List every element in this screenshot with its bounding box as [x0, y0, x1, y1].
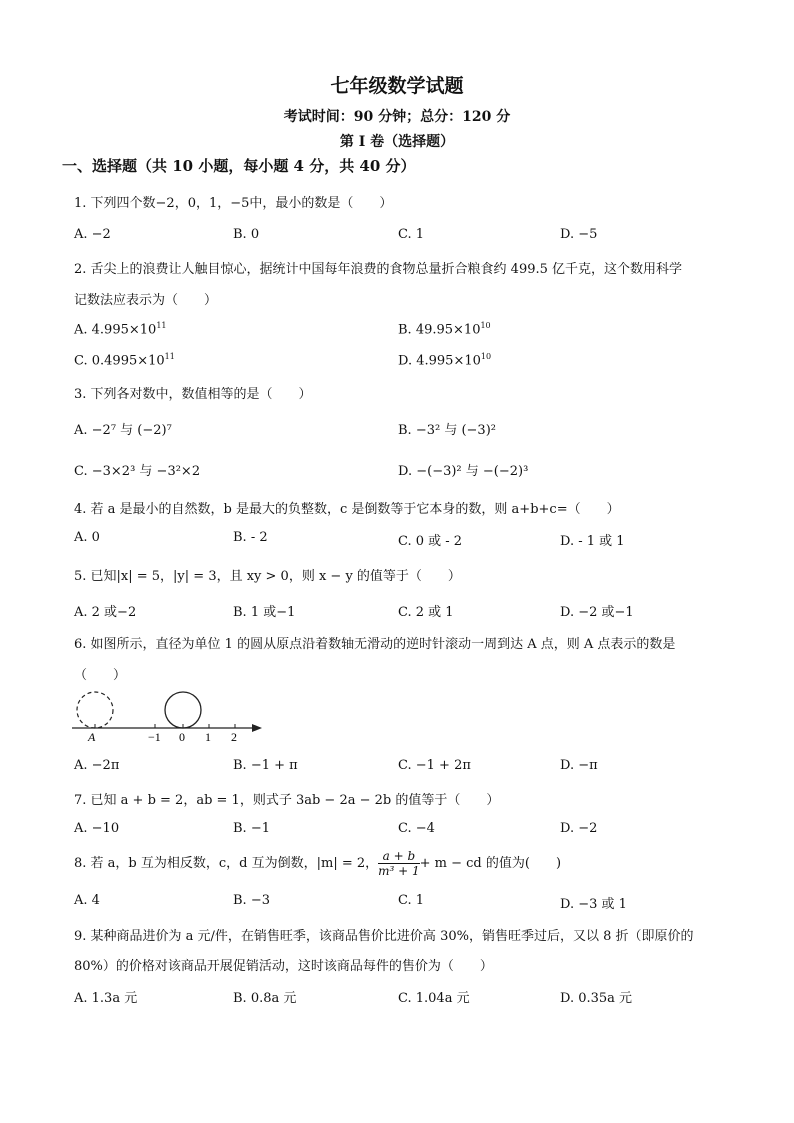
page-title: 七年级数学试题: [330, 75, 464, 97]
solid-circle-at-origin: [165, 692, 201, 728]
question-3-option-b: B. −3² 与 (−3)²: [398, 423, 496, 438]
question-8-option-b: B. −3: [233, 893, 270, 908]
question-7-stem: 7. 已知 a + b = 2，ab = 1，则式子 3ab − 2a − 2b 的值等于（ ）: [74, 793, 500, 808]
question-9-option-b: B. 0.8a 元: [233, 991, 297, 1006]
fraction-denominator: m³ + 1: [378, 864, 420, 878]
question-3-option-c: C. −3×2³ 与 −3²×2: [74, 464, 201, 479]
number-line-figure: [68, 686, 268, 746]
question-1-option-a: A. −2: [74, 227, 111, 242]
point-a-label: A: [88, 730, 96, 744]
question-6-option-c: C. −1 + 2π: [398, 758, 471, 773]
question-1-option-d: D. −5: [560, 227, 598, 242]
question-7-option-c: C. −4: [398, 821, 435, 836]
question-4-option-a: A. 0: [74, 530, 100, 545]
question-9-option-c: C. 1.04a 元: [398, 991, 470, 1006]
question-1-stem: 1. 下列四个数−2，0，1，−5中，最小的数是（ ）: [74, 196, 393, 211]
question-4-stem: 4. 若 a 是最小的自然数，b 是最大的负整数，c 是倒数等于它本身的数，则 a+b+c=（ ）: [74, 502, 620, 517]
question-1-option-b: B. 0: [233, 227, 260, 242]
question-5-option-a: A. 2 或−2: [74, 605, 137, 620]
tick-label-0: 0: [179, 730, 185, 744]
question-8-option-c: C. 1: [398, 893, 425, 908]
question-8-stem: [74, 849, 561, 878]
question-9-option-a: A. 1.3a 元: [74, 991, 138, 1006]
tick-label-minus-1: −1: [148, 730, 161, 744]
question-1-option-c: C. 1: [398, 227, 425, 242]
section-heading: 一、选择题（共 10 小题，每小题 4 分，共 40 分）: [62, 157, 416, 175]
question-6-option-d: D. −π: [560, 758, 598, 773]
question-8-option-a: A. 4: [74, 893, 100, 908]
question-2-option-b: B. $49.95\times 10^{10}$: [398, 321, 491, 338]
tick-label-1: 1: [205, 730, 211, 744]
question-6-stem-line2: （ ）: [74, 668, 127, 683]
question-9-stem-line1: 9. 某种商品进价为 a 元/件，在销售旺季，该商品售价比进价高 30%，销售旺季过后，又以 8 折（即原价的: [74, 929, 694, 944]
question-4-option-d: D. - 1 或 1: [560, 534, 625, 549]
question-7-option-a: A. −10: [74, 821, 120, 836]
tick-label-2: 2: [231, 730, 237, 744]
question-8-option-d: D. −3 或 1: [560, 897, 627, 912]
exam-info: 考试时间：90 分钟；总分：120 分: [283, 109, 511, 125]
question-4-option-c: C. 0 或 - 2: [398, 534, 463, 549]
question-9-option-d: D. 0.35a 元: [560, 991, 633, 1006]
question-2-stem-line1: 2. 舌尖上的浪费让人触目惊心，据统计中国每年浪费的食物总量折合粮食约 499.5 亿千克，这个数用科学: [74, 262, 683, 277]
question-6-option-a: A. −2π: [74, 758, 120, 773]
volume-heading: 第 I 卷（选择题）: [339, 134, 455, 150]
question-5-option-d: D. −2 或−1: [560, 605, 634, 620]
question-2-stem-line2: 记数法应表示为（ ）: [74, 293, 218, 308]
number-line-arrow-icon: [252, 724, 262, 732]
question-3-option-d: D. −(−3)² 与 −(−2)³: [398, 464, 529, 479]
question-3-option-a: A. −2⁷ 与 (−2)⁷: [74, 423, 172, 438]
fraction-numerator: a + b: [378, 849, 420, 864]
question-9-stem-line2: 80%）的价格对该商品开展促销活动，这时该商品每件的售价为（ ）: [74, 959, 493, 974]
question-8-fraction: [378, 849, 420, 878]
question-7-option-d: D. −2: [560, 821, 598, 836]
question-4-option-b: B. - 2: [233, 530, 268, 545]
question-7-option-b: B. −1: [233, 821, 270, 836]
dashed-circle-at-a: [77, 692, 113, 728]
question-6-stem-line1: 6. 如图所示，直径为单位 1 的圆从原点沿着数轴无滑动的逆时针滚动一周到达 A 点，则 A 点表示的数是: [74, 637, 676, 652]
question-2-option-d: D. $4.995\times 10^{10}$: [398, 352, 492, 369]
question-3-stem: 3. 下列各对数中，数值相等的是（ ）: [74, 387, 312, 402]
question-5-option-c: C. 2 或 1: [398, 605, 454, 620]
question-2-option-c: C. $0.4995\times 10^{11}$: [74, 352, 175, 369]
question-6-option-b: B. −1 + π: [233, 758, 298, 773]
question-5-option-b: B. 1 或−1: [233, 605, 296, 620]
question-2-option-a: A. $4.995\times 10^{11}$: [74, 321, 167, 338]
question-5-stem: 5. 已知|x| = 5，|y| = 3，且 xy > 0，则 x − y 的值等于（ ）: [74, 569, 461, 584]
question-8-stem-pre: 8. 若 a，b 互为相反数，c，d 互为倒数，|m| = 2，: [74, 856, 379, 871]
question-8-stem-post: + m − cd 的值为( ): [419, 856, 562, 871]
